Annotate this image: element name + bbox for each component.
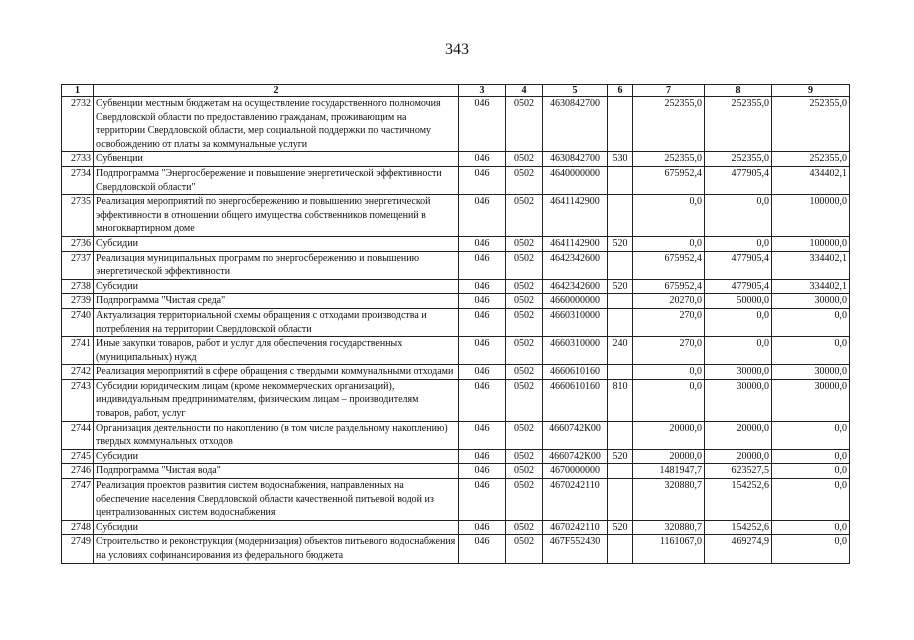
amount-col9: 0,0 [772, 337, 850, 365]
amount-col8: 0,0 [705, 236, 772, 251]
table-row [62, 236, 850, 251]
amount-col8: 30000,0 [705, 365, 772, 380]
admin-code: 046 [459, 308, 506, 336]
amount-col8: 477905,4 [705, 279, 772, 294]
row-number: 2748 [62, 520, 94, 535]
amount-col7: 0,0 [633, 365, 705, 380]
table-row [62, 294, 850, 309]
row-number: 2742 [62, 365, 94, 380]
section-code: 0502 [506, 152, 543, 167]
section-code: 0502 [506, 449, 543, 464]
section-code: 0502 [506, 166, 543, 194]
row-number: 2734 [62, 166, 94, 194]
row-number: 2737 [62, 251, 94, 279]
admin-code: 046 [459, 152, 506, 167]
amount-col9: 0,0 [772, 308, 850, 336]
target-article: 4670000000 [543, 464, 608, 479]
table-row [62, 379, 850, 421]
header-cell: 3 [459, 85, 506, 97]
item-name: Субвенции [94, 152, 459, 167]
amount-col9: 30000,0 [772, 379, 850, 421]
amount-col9: 100000,0 [772, 195, 850, 237]
item-name: Субсидии [94, 449, 459, 464]
row-number: 2738 [62, 279, 94, 294]
table-row [62, 421, 850, 449]
row-number: 2749 [62, 535, 94, 563]
amount-col7: 675952,4 [633, 166, 705, 194]
amount-col7: 270,0 [633, 337, 705, 365]
row-number: 2746 [62, 464, 94, 479]
expense-type [608, 365, 633, 380]
amount-col8: 469274,9 [705, 535, 772, 563]
row-number: 2736 [62, 236, 94, 251]
row-number: 2741 [62, 337, 94, 365]
admin-code: 046 [459, 294, 506, 309]
amount-col9: 0,0 [772, 479, 850, 521]
amount-col7: 252355,0 [633, 97, 705, 152]
section-code: 0502 [506, 195, 543, 237]
target-article: 4641142900 [543, 195, 608, 237]
section-code: 0502 [506, 365, 543, 380]
table-row [62, 464, 850, 479]
section-code: 0502 [506, 308, 543, 336]
expense-type [608, 251, 633, 279]
amount-col8: 623527,5 [705, 464, 772, 479]
item-name: Строительство и реконструкция (модернизация) объектов питьевого водоснабжения на условиях софинансирования из федерального бюджета [94, 535, 459, 563]
item-name: Субсидии [94, 236, 459, 251]
item-name: Подпрограмма "Энергосбережение и повышение энергетической эффективности Свердловской области" [94, 166, 459, 194]
header-cell: 9 [772, 85, 850, 97]
budget-table [61, 84, 850, 564]
section-code: 0502 [506, 97, 543, 152]
admin-code: 046 [459, 251, 506, 279]
row-number: 2740 [62, 308, 94, 336]
amount-col7: 1481947,7 [633, 464, 705, 479]
amount-col7: 20270,0 [633, 294, 705, 309]
section-code: 0502 [506, 337, 543, 365]
table-row [62, 308, 850, 336]
amount-col9: 0,0 [772, 464, 850, 479]
amount-col7: 1161067,0 [633, 535, 705, 563]
amount-col8: 154252,6 [705, 479, 772, 521]
row-number: 2733 [62, 152, 94, 167]
header-cell: 2 [94, 85, 459, 97]
item-name: Реализация мероприятий в сфере обращения с твердыми коммунальными отходами [94, 365, 459, 380]
amount-col7: 320880,7 [633, 520, 705, 535]
amount-col8: 20000,0 [705, 449, 772, 464]
admin-code: 046 [459, 379, 506, 421]
target-article: 4630842700 [543, 97, 608, 152]
amount-col9: 0,0 [772, 421, 850, 449]
amount-col8: 252355,0 [705, 97, 772, 152]
table-row [62, 97, 850, 152]
target-article: 4660310000 [543, 308, 608, 336]
amount-col8: 30000,0 [705, 379, 772, 421]
row-number: 2745 [62, 449, 94, 464]
target-article: 4640000000 [543, 166, 608, 194]
target-article: 4641142900 [543, 236, 608, 251]
section-code: 0502 [506, 251, 543, 279]
expense-type: 520 [608, 279, 633, 294]
target-article: 4660000000 [543, 294, 608, 309]
table-row [62, 365, 850, 380]
table-row [62, 195, 850, 237]
target-article: 4660610160 [543, 379, 608, 421]
expense-type: 520 [608, 520, 633, 535]
item-name: Актуализация территориальной схемы обращения с отходами производства и потребления на территории Свердловской области [94, 308, 459, 336]
expense-type [608, 195, 633, 237]
admin-code: 046 [459, 535, 506, 563]
amount-col9: 0,0 [772, 449, 850, 464]
amount-col7: 270,0 [633, 308, 705, 336]
target-article: 4660742К00 [543, 421, 608, 449]
section-code: 0502 [506, 479, 543, 521]
admin-code: 046 [459, 166, 506, 194]
item-name: Субсидии [94, 520, 459, 535]
expense-type: 520 [608, 449, 633, 464]
item-name: Реализация муниципальных программ по энергосбережению и повышению энергетической эффективности [94, 251, 459, 279]
expense-type: 240 [608, 337, 633, 365]
amount-col8: 252355,0 [705, 152, 772, 167]
expense-type [608, 97, 633, 152]
header-cell: 8 [705, 85, 772, 97]
target-article: 4660610160 [543, 365, 608, 380]
target-article: 4660742К00 [543, 449, 608, 464]
item-name: Реализация мероприятий по энергосбережению и повышению энергетической эффективности в отношении общего имущества собственников помещений в многоквартирном доме [94, 195, 459, 237]
expense-type [608, 421, 633, 449]
section-code: 0502 [506, 520, 543, 535]
expense-type [608, 166, 633, 194]
section-code: 0502 [506, 535, 543, 563]
header-row [62, 85, 850, 97]
amount-col7: 20000,0 [633, 421, 705, 449]
amount-col8: 154252,6 [705, 520, 772, 535]
expense-type: 810 [608, 379, 633, 421]
expense-type: 520 [608, 236, 633, 251]
item-name: Субсидии юридическим лицам (кроме некоммерческих организаций), индивидуальным предпринимателям, физическим лицам – производителям товаров, работ, услуг [94, 379, 459, 421]
table-row [62, 279, 850, 294]
row-number: 2735 [62, 195, 94, 237]
expense-type: 530 [608, 152, 633, 167]
amount-col8: 0,0 [705, 195, 772, 237]
row-number: 2747 [62, 479, 94, 521]
admin-code: 046 [459, 449, 506, 464]
expense-type [608, 308, 633, 336]
table-row [62, 152, 850, 167]
admin-code: 046 [459, 279, 506, 294]
header-cell: 5 [543, 85, 608, 97]
amount-col9: 30000,0 [772, 365, 850, 380]
amount-col8: 477905,4 [705, 166, 772, 194]
amount-col9: 334402,1 [772, 279, 850, 294]
item-name: Подпрограмма "Чистая среда" [94, 294, 459, 309]
row-number: 2743 [62, 379, 94, 421]
amount-col8: 477905,4 [705, 251, 772, 279]
amount-col8: 0,0 [705, 308, 772, 336]
item-name: Субвенции местным бюджетам на осуществление государственного полномочия Свердловской области по предоставлению гражданам, проживающим на территории Свердловской области, мер социальной поддержки по частичному освобождению от платы за коммунальные услуги [94, 97, 459, 152]
expense-type [608, 294, 633, 309]
section-code: 0502 [506, 379, 543, 421]
admin-code: 046 [459, 464, 506, 479]
row-number: 2744 [62, 421, 94, 449]
table-row [62, 520, 850, 535]
admin-code: 046 [459, 479, 506, 521]
item-name: Подпрограмма "Чистая вода" [94, 464, 459, 479]
amount-col7: 675952,4 [633, 279, 705, 294]
amount-col9: 334402,1 [772, 251, 850, 279]
section-code: 0502 [506, 421, 543, 449]
amount-col7: 320880,7 [633, 479, 705, 521]
amount-col9: 434402,1 [772, 166, 850, 194]
table-row [62, 479, 850, 521]
item-name: Организация деятельности по накоплению (в том числе раздельному накоплению) твердых коммунальных отходов [94, 421, 459, 449]
target-article: 4630842700 [543, 152, 608, 167]
table-row [62, 535, 850, 563]
amount-col9: 100000,0 [772, 236, 850, 251]
page-number: 343 [445, 41, 469, 58]
expense-type [608, 535, 633, 563]
amount-col7: 675952,4 [633, 251, 705, 279]
target-article: 4660310000 [543, 337, 608, 365]
amount-col7: 20000,0 [633, 449, 705, 464]
section-code: 0502 [506, 279, 543, 294]
admin-code: 046 [459, 365, 506, 380]
item-name: Субсидии [94, 279, 459, 294]
row-number: 2732 [62, 97, 94, 152]
header-cell: 4 [506, 85, 543, 97]
table-row [62, 251, 850, 279]
admin-code: 046 [459, 195, 506, 237]
amount-col8: 20000,0 [705, 421, 772, 449]
amount-col7: 0,0 [633, 195, 705, 237]
item-name: Иные закупки товаров, работ и услуг для обеспечения государственных (муниципальных) нужд [94, 337, 459, 365]
row-number: 2739 [62, 294, 94, 309]
amount-col9: 0,0 [772, 520, 850, 535]
admin-code: 046 [459, 520, 506, 535]
admin-code: 046 [459, 97, 506, 152]
item-name: Реализация проектов развития систем водоснабжения, направленных на обеспечение населения Свердловской области качественной питьевой водой из централизованных систем водоснабжения [94, 479, 459, 521]
amount-col7: 252355,0 [633, 152, 705, 167]
header-cell: 6 [608, 85, 633, 97]
amount-col8: 0,0 [705, 337, 772, 365]
header-cell: 1 [62, 85, 94, 97]
table-row [62, 337, 850, 365]
target-article: 4642342600 [543, 251, 608, 279]
target-article: 4670242110 [543, 520, 608, 535]
amount-col7: 0,0 [633, 379, 705, 421]
table-row [62, 166, 850, 194]
section-code: 0502 [506, 464, 543, 479]
table-row [62, 449, 850, 464]
admin-code: 046 [459, 421, 506, 449]
target-article: 4670242110 [543, 479, 608, 521]
amount-col9: 0,0 [772, 535, 850, 563]
amount-col8: 50000,0 [705, 294, 772, 309]
header-cell: 7 [633, 85, 705, 97]
amount-col9: 252355,0 [772, 97, 850, 152]
target-article: 4642342600 [543, 279, 608, 294]
amount-col7: 0,0 [633, 236, 705, 251]
section-code: 0502 [506, 236, 543, 251]
admin-code: 046 [459, 337, 506, 365]
amount-col9: 30000,0 [772, 294, 850, 309]
section-code: 0502 [506, 294, 543, 309]
expense-type [608, 464, 633, 479]
expense-type [608, 479, 633, 521]
amount-col9: 252355,0 [772, 152, 850, 167]
admin-code: 046 [459, 236, 506, 251]
target-article: 467F552430 [543, 535, 608, 563]
